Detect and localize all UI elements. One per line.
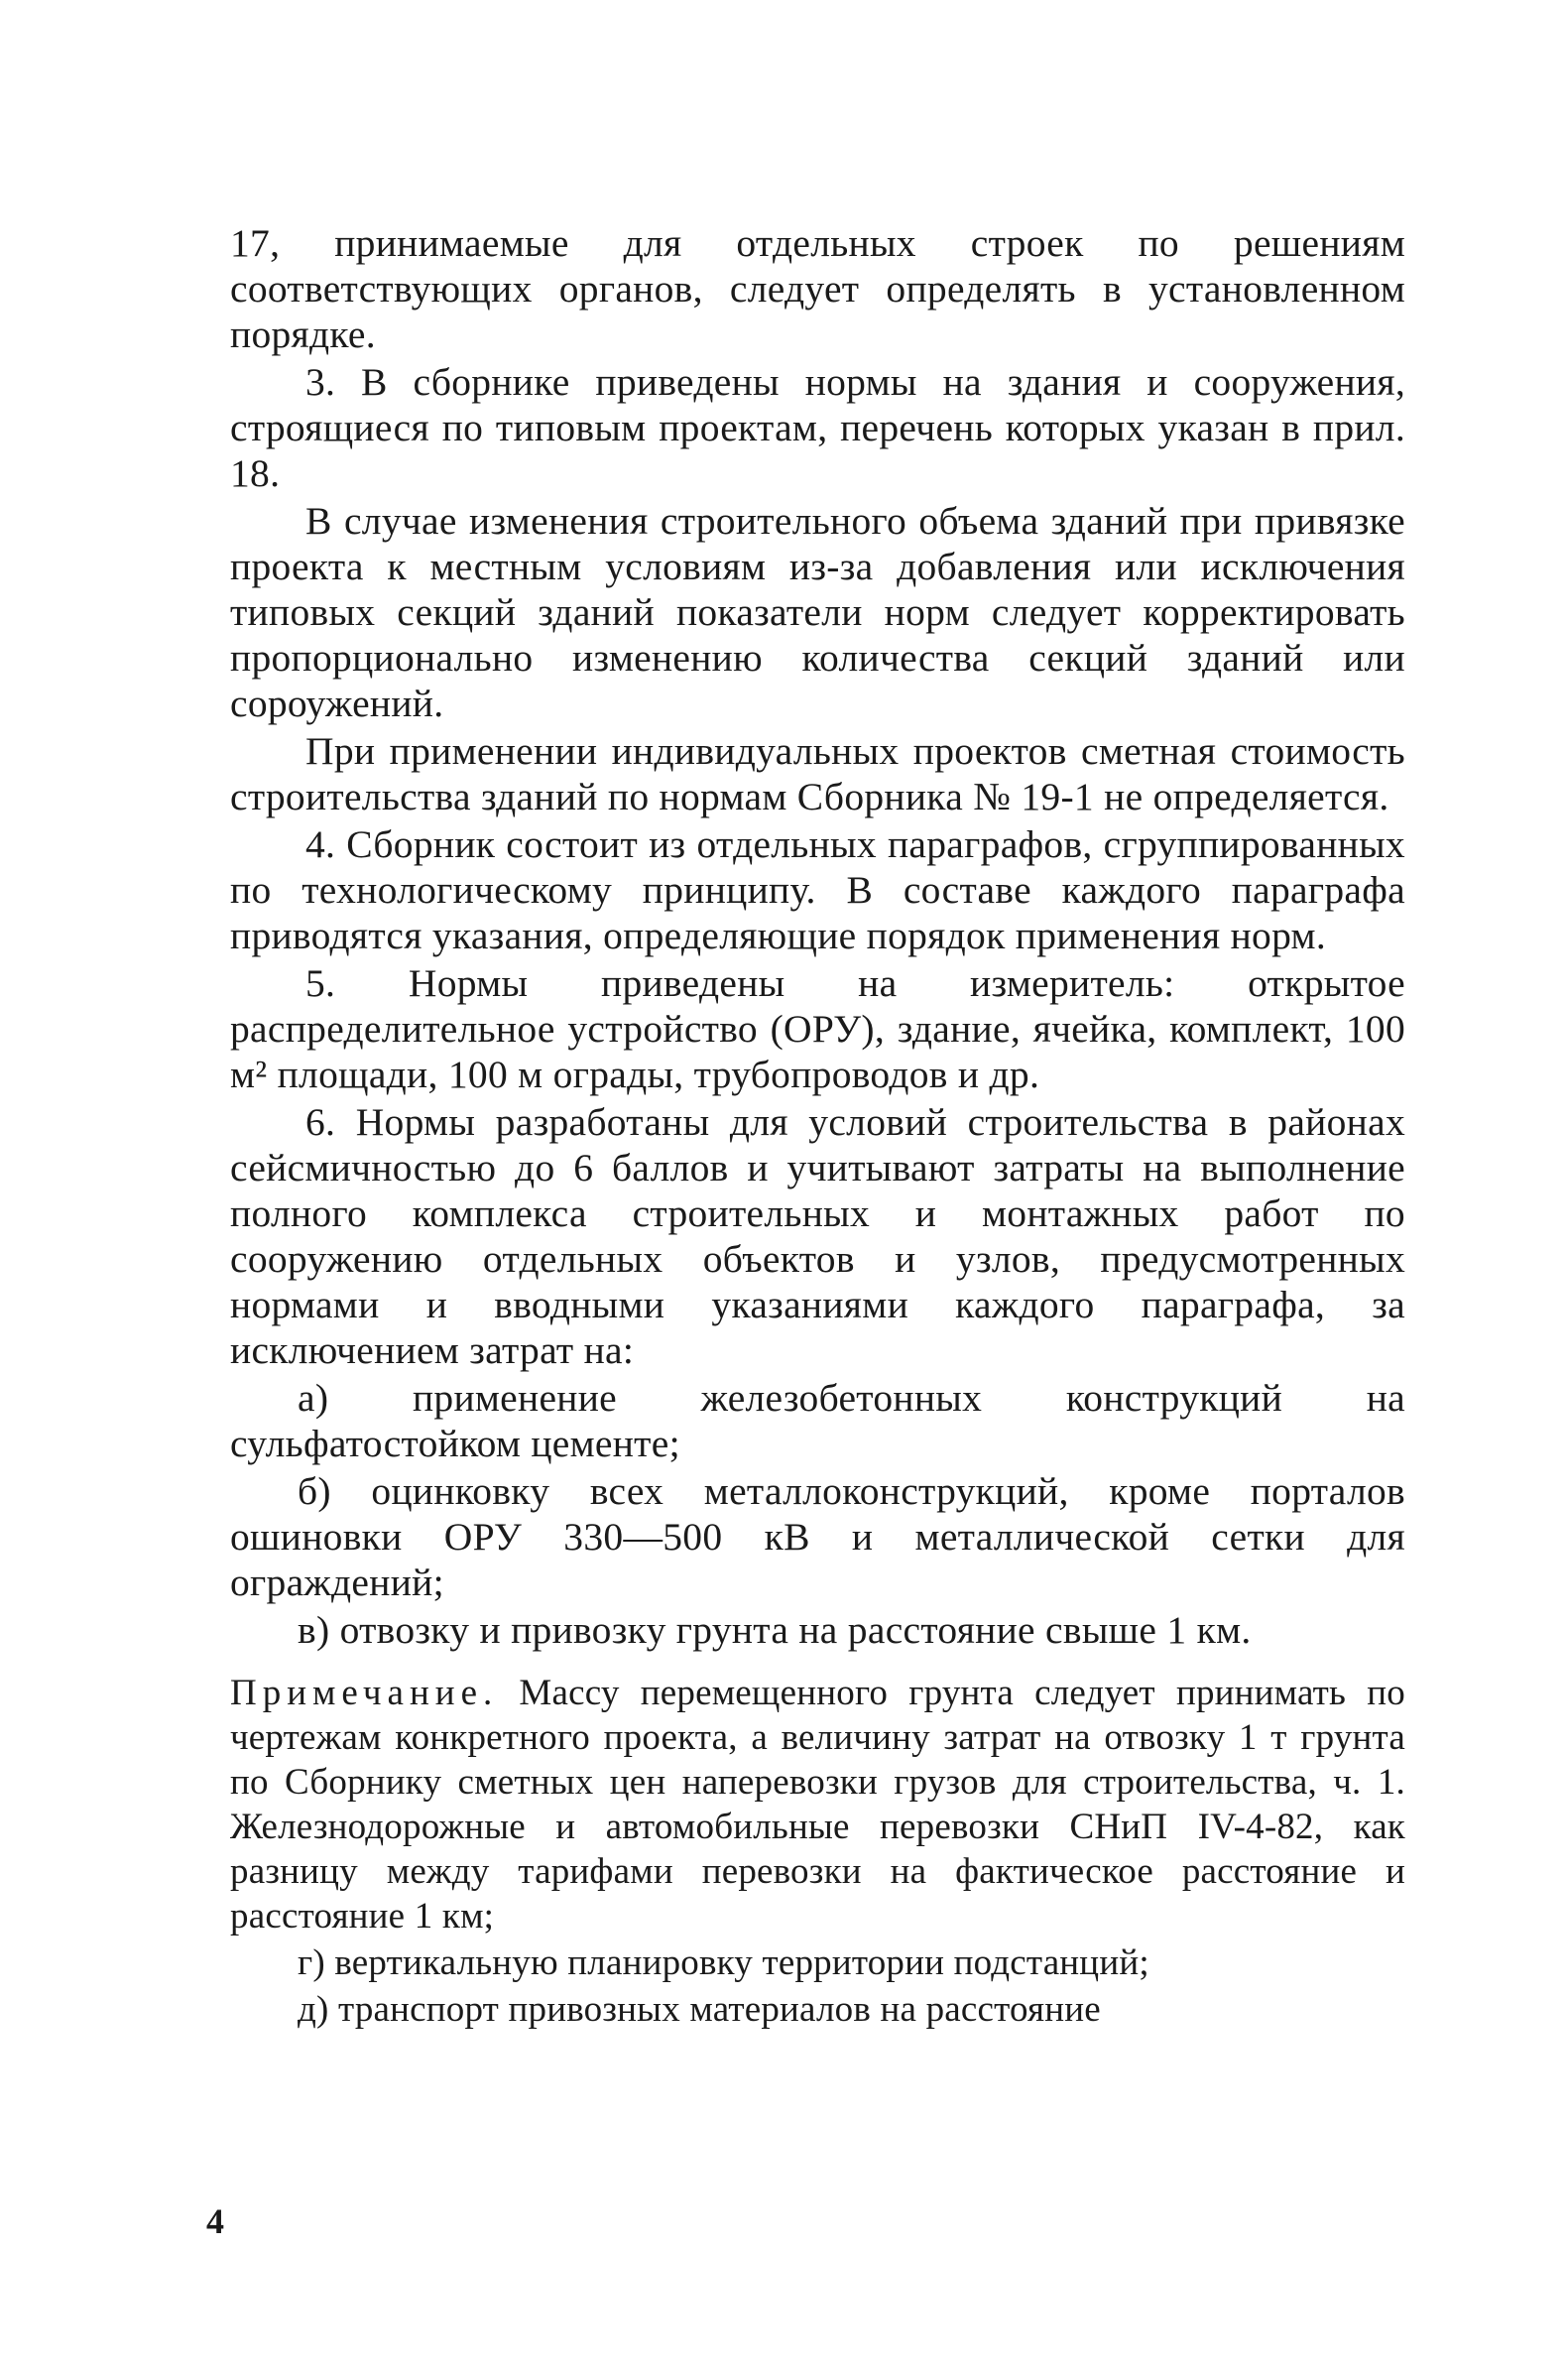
paragraph-continuation: 17, принимаемые для отдельных строек по решениям соответствующих органов, следует определять в установленном порядке. xyxy=(230,221,1405,356)
list-item-b: б) оцинковку всех металлоконструкций, кроме порталов ошиновки ОРУ 330—500 кВ и металлической сетки для ограждений; xyxy=(230,1469,1405,1604)
list-item-g: г) вертикальную планировку территории подстанций; xyxy=(298,1942,1149,1983)
note-paragraph xyxy=(230,1671,1405,1938)
paragraph-individual-projects: При применении индивидуальных проектов сметная стоимость строительства зданий по нормам Сборника № 19-1 не определяется. xyxy=(230,729,1405,818)
paragraph-item-4: 4. Сборник состоит из отдельных параграфов, сгруппированных по технологическому принципу. В составе каждого параграфа приводятся указания, определяющие порядок применения норм. xyxy=(230,822,1405,957)
list-item-d: д) транспорт привозных материалов на расстояние xyxy=(298,1989,1101,2030)
paragraph-item-5: 5. Нормы приведены на измеритель: открытое распределительное устройство (ОРУ), здание, ячейка, комплект, 100 м² площади, 100 м ограды, трубопроводов и др. xyxy=(230,961,1405,1096)
paragraph-volume-change: В случае изменения строительного объема зданий при привязке проекта к местным условиям из-за добавления или исключения типовых секций зданий показатели норм следует корректировать пропорционально изменению количества секций зданий или сороужений. xyxy=(230,499,1405,725)
note-label: Примечание. xyxy=(230,1673,499,1713)
note-text: Массу перемещенного грунта следует принимать по чертежам конкретного проекта, а величину затрат на отвозку 1 т грунта по Сборнику сметных цен наперевозки грузов для строительства, ч. 1. Железнодорожные и автомобильные перевозки СНиП IV-4-82, как разницу между тарифами перевозки на фактическое расстояние и расстояние 1 км; xyxy=(230,1673,1405,1937)
list-item-a: а) применение железобетонных конструкций на сульфатостойком цементе; xyxy=(230,1376,1405,1465)
main-text xyxy=(230,220,1405,2034)
page-number: 4 xyxy=(206,2201,224,2241)
list-item-v: в) отвозку и привозку грунта на расстояние свыше 1 км. xyxy=(298,1608,1252,1652)
paragraph-item-6: 6. Нормы разработаны для условий строительства в районах сейсмичностью до 6 баллов и учитывают затраты на выполнение полного комплекса строительных и монтажных работ по сооружению отдельных объектов и узлов, предусмотренных нормами и вводными указаниями каждого параграфа, за исключением затрат на: xyxy=(230,1100,1405,1372)
paragraph-item-3: 3. В сборнике приведены нормы на здания и сооружения, строящиеся по типовым проектам, перечень которых указан в прил. 18. xyxy=(230,360,1405,495)
